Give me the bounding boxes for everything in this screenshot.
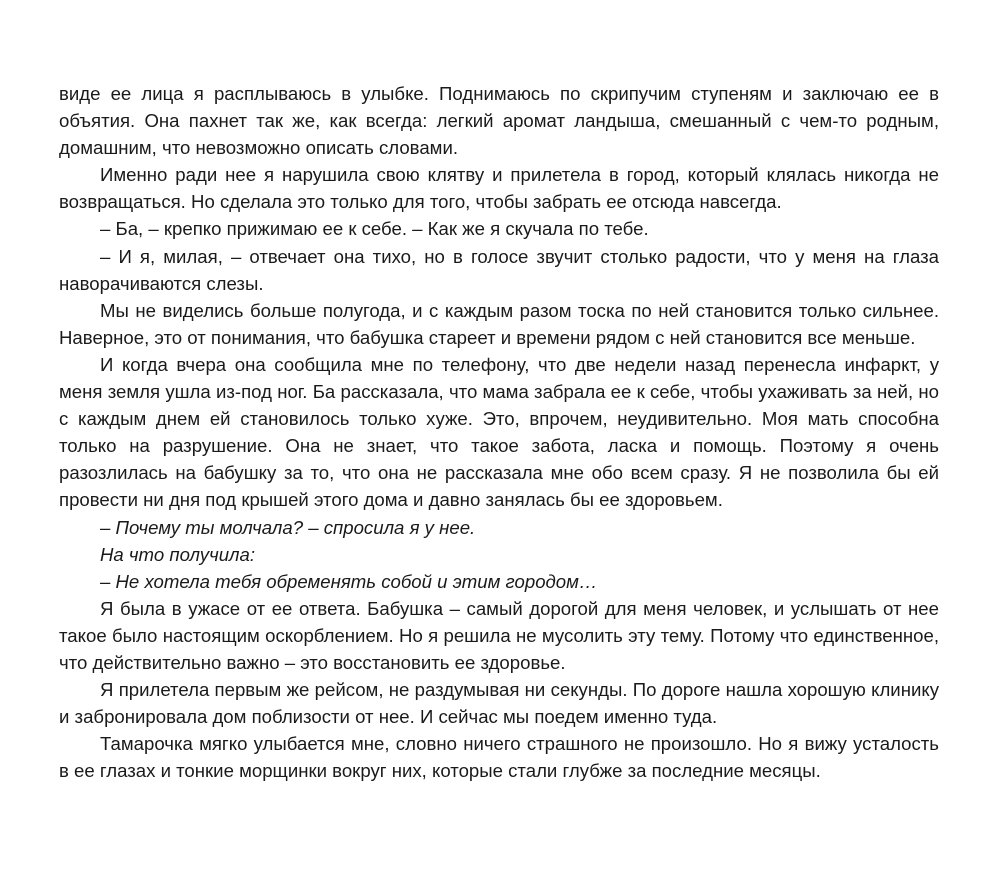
italic-dialogue-line: – Не хотела тебя обременять собой и этим городом… (100, 570, 598, 592)
paragraph: Мы не виделись больше полугода, и с каждым разом тоска по ней становится только сильнее. Наверное, это от понимания, что бабушка стареет и времени рядом с ней становится все меньше. (59, 299, 939, 348)
dialogue-line: – И я, милая, – отвечает она тихо, но в голосе звучит столько радости, что у меня на глаза наворачиваются слезы. (59, 245, 939, 294)
dialogue-line: – Ба, – крепко прижимаю ее к себе. – Как же я скучала по тебе. (100, 218, 649, 240)
paragraph-continuation: виде ее лица я расплываюсь в улыбке. Поднимаюсь по скрипучим ступеням и заключаю ее в объятия. Она пахнет так же, как всегда: легкий аромат ландыша, смешанный с чем-то родным, домашним, что невозможно описать словами. (59, 83, 939, 159)
paragraph: Тамарочка мягко улыбается мне, словно ничего страшного не произошло. Но я вижу усталость в ее глазах и тонкие морщинки вокруг них, которые стали глубже за последние месяцы. (59, 733, 939, 782)
italic-dialogue-line: – Почему ты молчала? – спросила я у нее. (100, 516, 476, 538)
italic-line: На что получила: (100, 543, 256, 565)
paragraph: Я прилетела первым же рейсом, не раздумывая ни секунды. По дороге нашла хорошую клинику и забронировала дом поблизости от нее. И сейчас мы поедем именно туда. (59, 679, 939, 728)
paragraph: Именно ради нее я нарушила свою клятву и прилетела в город, который клялась никогда не возвращаться. Но сделала это только для того, чтобы забрать ее отсюда навсегда. (59, 164, 939, 213)
book-page (59, 80, 939, 784)
paragraph: И когда вчера она сообщила мне по телефону, что две недели назад перенесла инфаркт, у меня земля ушла из-под ног. Ба рассказала, что мама забрала ее к себе, чтобы ухаживать за ней, но с каждым днем ей становилось только хуже. Это, впрочем, неудивительно. Моя мать способна только на разрушение. Она не знает, что такое забота, ласка и помощь. Поэтому я очень разозлилась на бабушку за то, что она не рассказала мне обо всем сразу. Я не позволила бы ей провести ни дня под крышей этого дома и давно занялась бы ее здоровьем. (59, 353, 939, 511)
paragraph: Я была в ужасе от ее ответа. Бабушка – самый дорогой для меня человек, и услышать от нее такое было настоящим оскорблением. Но я решила не мусолить эту тему. Потому что единственное, что действительно важно – это восстановить ее здоровье. (59, 597, 939, 673)
